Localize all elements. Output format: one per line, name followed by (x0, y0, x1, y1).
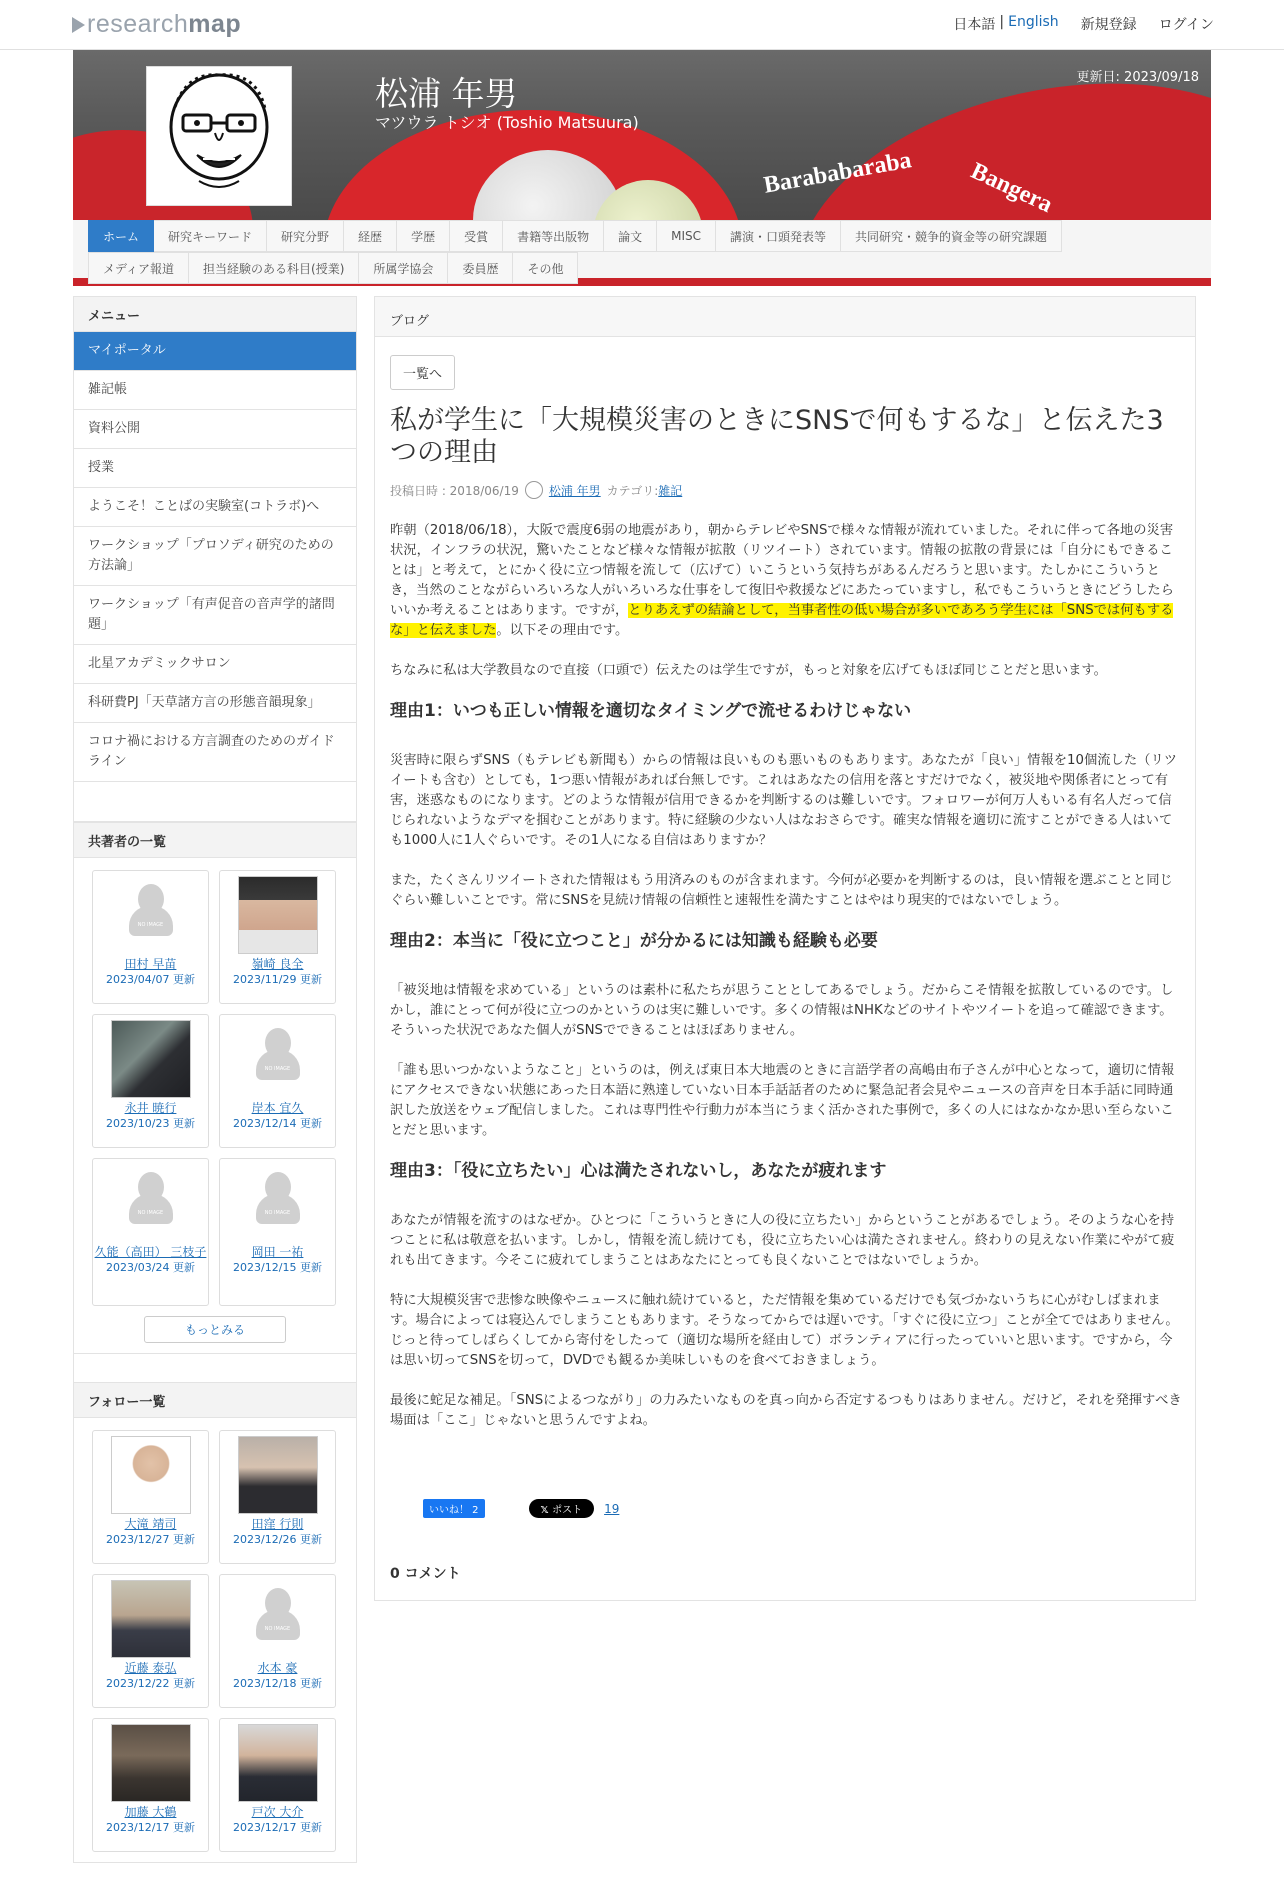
person-name[interactable]: 嶺崎 良全 (251, 957, 304, 971)
paragraph: また，たくさんリツイートされた情報はもう用済みのものが含まれます。今何が必要かを判断するのは，良い情報を選ぶことと同じぐらい難しいことです。常にSNSを見続け情報の信頼性と速報性を満たすことはやはり現実的ではないでしょう。 (390, 873, 1173, 908)
person-updated: 2023/04/07 更新 (106, 973, 195, 986)
menu-item-label: マイポータル (88, 343, 166, 358)
follow-card[interactable] (92, 1430, 209, 1564)
person-updated: 2023/10/23 更新 (106, 1117, 195, 1130)
section-heading: 理由2：本当に「役に立つこと」が分かるには知識も経験も必要 (390, 931, 878, 951)
follow-card[interactable] (92, 1574, 209, 1708)
tab-research-projects[interactable]: 共同研究・競争的資金等の研究課題 (841, 220, 1062, 252)
twitter-share (529, 1499, 620, 1518)
menu-item[interactable]: 資料公開 (73, 410, 357, 449)
person-name[interactable]: 岡田 一祐 (251, 1245, 304, 1259)
highlighted-text: とりあえずの結論として，当事者性の低い場合が多いであろう学生には「SNSでは何もするな」と伝えました (390, 603, 1174, 638)
no-image-avatar: NO IMAGE (111, 876, 191, 954)
person-updated: 2023/12/17 更新 (106, 1821, 195, 1834)
banner-text: Bangera (966, 157, 1057, 219)
coauthor-card[interactable] (219, 1158, 336, 1306)
tab-others[interactable]: その他 (513, 252, 578, 284)
person-name[interactable]: 永井 暁行 (124, 1101, 177, 1115)
menu-item[interactable]: 授業 (73, 449, 357, 488)
paragraph: 最後に蛇足な補足。「SNSによるつながり」の力みたいなものを真っ向から否定するつもりはありません。だけど，それを発揮すべき場面は「ここ」じゃないと思うんですよね。 (390, 1393, 1182, 1428)
back-label: 一覧へ (403, 367, 443, 382)
tab-media[interactable]: メディア報道 (88, 252, 189, 284)
menu-item[interactable]: 科研費PJ「天草諸方言の形態音韻現象」 (73, 684, 357, 723)
tab-societies[interactable]: 所属学協会 (359, 252, 448, 284)
person-updated: 2023/12/15 更新 (233, 1261, 322, 1274)
coauthors-heading: 共著者の一覧 (88, 834, 167, 850)
paragraph: 「誰も思いつかないようなこと」というのは，例えば東日本大地震のときに言語学者の高嶋由布子さんが中心となって，適切に情報にアクセスできない状態にあった日本語に熟達していない日本手話話者のために緊急記者会見やニュースの音声を日本手話に同時通訳した放送をウェブ配信しました。これは専門性や行動力が本当にうまく活かされた事例で，多くの人にはなかなか思い至らないことだと思います。 (390, 1063, 1175, 1138)
profile-tabs (73, 220, 1211, 286)
more-coauthors-button[interactable]: もっとみる (144, 1316, 286, 1343)
lang-separator: | (999, 14, 1005, 30)
person-updated: 2023/12/27 更新 (106, 1533, 195, 1546)
no-image-avatar: NO IMAGE (238, 1580, 318, 1658)
person-name[interactable]: 水本 豪 (257, 1661, 298, 1675)
tab-research-areas[interactable]: 研究分野 (267, 220, 344, 252)
banner-text: Barababaraba (761, 147, 914, 199)
section-heading: 理由3：「役に立ちたい」心は満たされないし，あなたが疲れます (390, 1161, 887, 1181)
tab-home[interactable]: ホーム (88, 220, 154, 252)
menu-spacer (73, 782, 357, 822)
follows-panel (73, 1418, 357, 1863)
follow-card[interactable] (219, 1574, 336, 1708)
coauthor-card[interactable] (92, 1014, 209, 1148)
coauthor-card[interactable] (92, 1158, 209, 1306)
person-name[interactable]: 田村 早苗 (124, 957, 177, 971)
share-count-link[interactable]: 19 (604, 1501, 620, 1516)
register-link[interactable]: 新規登録 (1080, 17, 1137, 33)
tab-books[interactable]: 書籍等出版物 (503, 220, 604, 252)
person-updated: 2023/12/17 更新 (233, 1821, 322, 1834)
top-nav (953, 14, 1214, 34)
person-name[interactable]: 戸次 大介 (251, 1805, 304, 1819)
menu-item[interactable]: ようこそ！ことばの実験室(コトラボ)へ (73, 488, 357, 527)
tab-row-2 (88, 252, 578, 284)
menu-item[interactable]: ワークショップ「有声促音の音声学的諸問題」 (73, 586, 357, 645)
share-buttons (423, 1499, 619, 1518)
lang-ja-link[interactable]: 日本語 (953, 17, 996, 33)
person-updated: 2023/12/18 更新 (233, 1677, 322, 1690)
section-heading: 理由1：いつも正しい情報を適切なタイミングで流せるわけじゃない (390, 701, 912, 721)
author-avatar-icon (525, 481, 543, 499)
blog-post-panel (374, 296, 1196, 1601)
follow-card[interactable] (219, 1430, 336, 1564)
post-body (390, 521, 1182, 1451)
section-header: ブログ (375, 297, 1195, 337)
person-name[interactable]: 岸本 宜久 (251, 1101, 304, 1115)
tab-teaching[interactable]: 担当経験のある科目(授業) (189, 252, 359, 284)
follows-panel-header[interactable] (73, 1382, 357, 1418)
back-to-list-button[interactable] (390, 355, 455, 390)
menu-item[interactable]: コロナ禍における方言調査のためのガイドライン (73, 723, 357, 782)
menu-item[interactable]: 雑記帳 (73, 371, 357, 410)
no-image-avatar: NO IMAGE (238, 1164, 318, 1242)
person-name[interactable]: 田窪 行則 (251, 1517, 304, 1531)
person-name[interactable]: 加藤 大鶴 (124, 1805, 177, 1819)
person-name[interactable]: 近藤 泰弘 (124, 1661, 177, 1675)
menu-item-my-portal[interactable] (73, 332, 357, 371)
person-photo (238, 1436, 318, 1514)
person-updated: 2023/12/14 更新 (233, 1117, 322, 1130)
tab-education[interactable]: 学歴 (397, 220, 450, 252)
person-photo (111, 1724, 191, 1802)
paragraph: 「被災地は情報を求めている」というのは素朴に私たちが思うこととしてあるでしょう。だからこそ情報を拡散しているのです。しかし，誰にとって何が役に立つのかというのは実に難しいです。多くの情報はNHKなどのサイトやツイートを追って確認できます。そういった状況であなた個人がSNSでできることはほぼありません。 (390, 983, 1174, 1038)
person-photo (111, 1580, 191, 1658)
panel-spacer (73, 1354, 357, 1382)
follows-grid (92, 1430, 338, 1852)
menu-item[interactable]: 北星アカデミックサロン (73, 645, 357, 684)
profile-name: 松浦 年男 (375, 74, 518, 113)
logo-text-light: research (87, 10, 189, 38)
person-photo (238, 1724, 318, 1802)
person-updated: 2023/11/29 更新 (233, 973, 322, 986)
person-photo (111, 1020, 191, 1098)
tab-papers[interactable]: 論文 (604, 220, 657, 252)
x-logo-icon: 𝕏 (540, 1505, 553, 1516)
top-bar (0, 0, 1284, 50)
lang-en-link[interactable]: English (1008, 14, 1059, 30)
person-updated: 2023/03/24 更新 (106, 1261, 195, 1274)
facebook-like-button[interactable]: いいね！ 2 (423, 1499, 485, 1518)
paragraph: あなたが情報を流すのはなぜか。ひとつに「こういうときに人の役に立ちたい」からということがあるでしょう。そのような心を持つことに私は敬意を払います。しかし，情報を流し続けても，役に立ちたい心は満たされません。終わりの見えない作業にやがて疲れも出てきます。今そこに疲れてしまうことはあなたにとっても良くないことではないでしょうか。 (390, 1213, 1175, 1268)
follows-heading: フォロー一覧 (88, 1394, 166, 1410)
follow-card[interactable] (92, 1718, 209, 1852)
paragraph: 昨朝（2018/06/18），大阪で震度6弱の地震があり，朝からテレビやSNSで様々な情報が流れていました。それに伴って各地の災害状況，インフラの状況，驚いたことなど様々な情報が拡散（リツイート）されています。情報の拡散の背景には「自分にもできることは」と考えて，とにかく役に立つ情報を流して（広げて）いこうという気持ちがあるんだろうと思います。たしかにこういうとき，当然のことながらいろいろな人がいろいろな仕事をして復旧や救援などにあたっていますし，私でもこういうときにどうしたらいいか考えることはあります。ですが，とりあえずの結論として，当事者性の低い場合が多いであろう学生には「SNSでは何もするな」と伝えました。以下その理由です。 (390, 523, 1174, 638)
profile-name-kana: マツウラ トシオ (Toshio Matsuura) (375, 113, 639, 132)
coauthors-grid (92, 870, 338, 1306)
login-link[interactable]: ログイン (1158, 17, 1214, 33)
x-post-button[interactable] (529, 1499, 595, 1518)
tab-presentations[interactable]: 講演・口頭発表等 (716, 220, 841, 252)
person-photo (238, 876, 318, 954)
author-link[interactable]: 松浦 年男 (548, 483, 601, 498)
no-image-avatar: NO IMAGE (238, 1020, 318, 1098)
menu-panel-header[interactable] (73, 296, 357, 332)
avatar-drawing-icon (147, 67, 291, 205)
tab-misc[interactable]: MISC (657, 220, 716, 252)
coauthor-card[interactable] (219, 870, 336, 1004)
post-date: 投稿日時 : 2018/06/19 (390, 483, 519, 498)
person-photo (111, 1436, 191, 1514)
paragraph: 災害時に限らずSNS（もテレビも新聞も）からの情報は良いものも悪いものもあります。あなたが「良い」情報を10個流した（リツイートも含む）としても，1つ悪い情報があれば台無しです。これはあなたの信用を落とすだけでなく，被災地や関係者にとって有害，迷惑なものになります。どのような情報が信用できるかを判断するのは難しいです。フォロワーが何万人もいる有名人だって信じられないようなデマを掴むことがあります。特に経験の少ない人はなおさらです。確実な情報を適切に流すことができる人はいても1000人に1人ぐらいです。その1人になる自信はありますか？ (390, 753, 1178, 848)
menu-item[interactable]: ワークショップ「プロソディ研究のための方法論」 (73, 527, 357, 586)
profile-avatar (146, 66, 292, 206)
category-label: カテゴリ: (606, 483, 659, 498)
comments-count[interactable] (390, 1563, 461, 1583)
comments-label: 0 コメント (390, 1566, 461, 1582)
category-link[interactable]: 雑記 (658, 483, 683, 498)
logo-play-icon (72, 17, 85, 33)
tab-research-keywords[interactable]: 研究キーワード (154, 220, 267, 252)
person-name[interactable]: 久能（高田） 三枝子 (94, 1245, 207, 1259)
coauthors-panel-header[interactable] (73, 822, 357, 858)
no-image-avatar: NO IMAGE (111, 1164, 191, 1242)
tab-row-1 (88, 220, 1062, 252)
researchmap-logo[interactable] (72, 10, 241, 39)
language-switcher (953, 14, 1058, 34)
logo-text-bold: map (188, 10, 242, 38)
coauthors-panel (73, 858, 357, 1354)
coauthor-card[interactable] (92, 870, 209, 1004)
menu-heading: メニュー (88, 308, 141, 324)
person-name[interactable]: 大滝 靖司 (124, 1517, 177, 1531)
tab-career[interactable]: 経歴 (344, 220, 397, 252)
person-updated: 2023/12/22 更新 (106, 1677, 195, 1690)
coauthor-card[interactable] (219, 1014, 336, 1148)
left-sidebar (73, 296, 357, 1863)
follow-card[interactable] (219, 1718, 336, 1852)
person-updated: 2023/12/26 更新 (233, 1533, 322, 1546)
tab-awards[interactable]: 受賞 (450, 220, 503, 252)
x-post-label: ポスト (552, 1505, 583, 1516)
paragraph: 特に大規模災害で悲惨な映像やニュースに触れ続けていると，ただ情報を集めているだけでも気づかないうちに心がむしばまれます。場合によっては寝込んでしまうこともあります。そうなってからでは遅いです。「すぐに役に立つ」ことが全てではありません。じっと待ってしばらくしてから寄付をしたって（適切な場所を経由して）ボランティアに行ったっていいと思います。ですから，今は思い切ってSNSを切って，DVDでも観るか美味しいものを食べておきましょう。 (390, 1293, 1179, 1368)
tab-committees[interactable]: 委員歴 (448, 252, 513, 284)
post-title: 私が学生に「大規模災害のときにSNSで何もするな」と伝えた3つの理由 (390, 405, 1164, 468)
paragraph: ちなみに私は大学教員なので直接（口頭で）伝えたのは学生ですが，もっと対象を広げてもほぼ同じことだと思います。 (390, 663, 1107, 678)
profile-updated-date: 更新日: 2023/09/18 (1076, 70, 1199, 85)
post-meta (390, 481, 682, 499)
